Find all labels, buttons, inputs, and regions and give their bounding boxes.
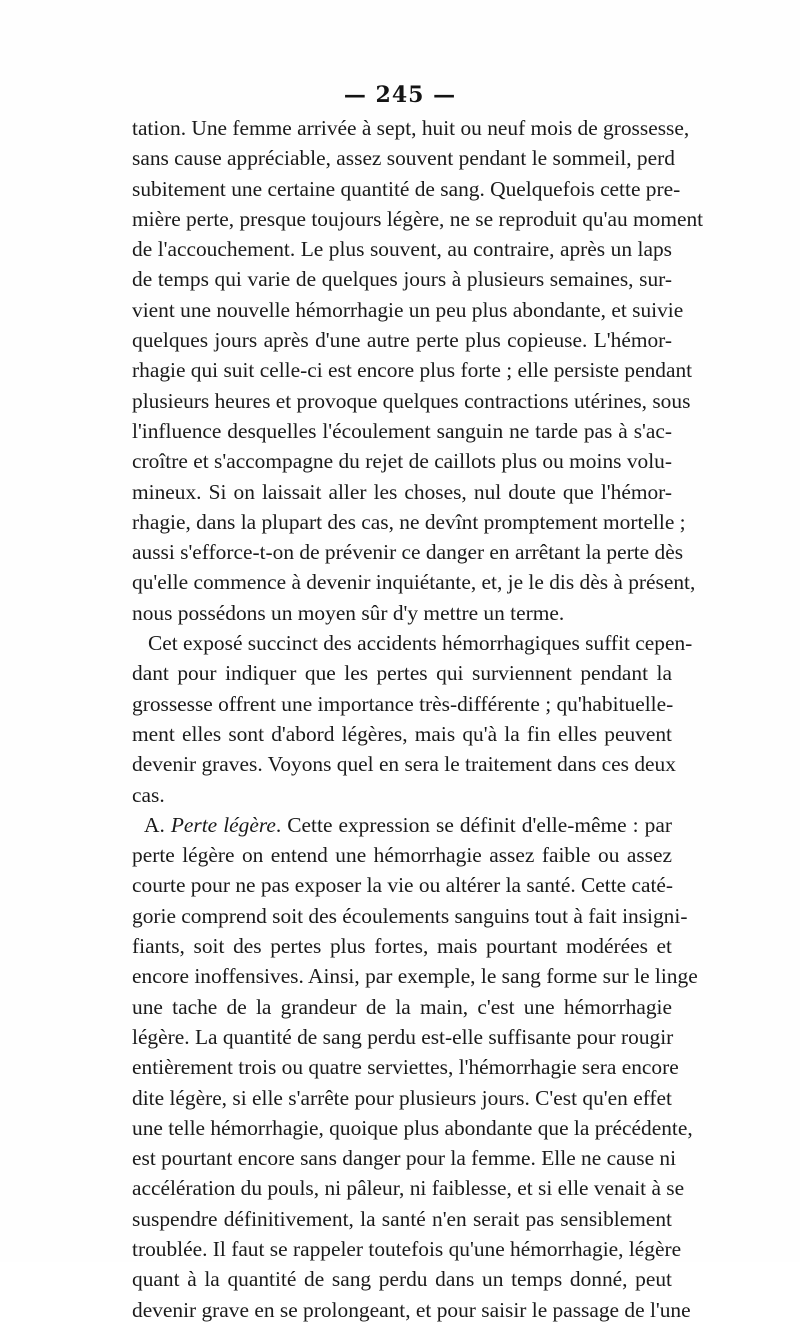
text-line: fiants, soit des pertes plus fortes, mais pourtant modérées et: [132, 934, 672, 959]
text-line: légère. La quantité de sang perdu est-elle suffisante pour rougir: [132, 1024, 674, 1049]
text-line: quant à la quantité de sang perdu dans un temps donné, peut: [132, 1267, 672, 1292]
text-line: l'influence desquelles l'écoulement sanguin ne tarde pas à s'ac-: [132, 418, 672, 443]
section-letter: A.: [144, 812, 171, 837]
text-line: perte légère on entend une hémorrhagie assez faible ou assez: [132, 843, 672, 868]
text-line: courte pour ne pas exposer la vie ou altérer la santé. Cette caté-: [132, 873, 674, 898]
text-line: nous possédons un moyen sûr d'y mettre un terme.: [132, 600, 565, 625]
text-line: devenir graves. Voyons quel en sera le traitement dans ces deux: [132, 752, 676, 777]
text-line: dite légère, si elle s'arrête pour plusieurs jours. C'est qu'en effet: [132, 1085, 672, 1110]
text-line: croître et s'accompagne du rejet de caillots plus ou moins volu-: [132, 449, 672, 474]
section-title: Perte légère: [170, 812, 276, 837]
text-line: de temps qui varie de quelques jours à plusieurs semaines, sur-: [132, 267, 672, 292]
text-line: vient une nouvelle hémorrhagie un peu plus abondante, et suivie: [132, 297, 684, 322]
text-line: rhagie, dans la plupart des cas, ne devînt promptement mortelle ;: [132, 509, 686, 534]
body-text: [132, 113, 704, 1325]
text-line: encore inoffensives. Ainsi, par exemple, le sang forme sur le linge: [132, 964, 698, 989]
text-line: dant pour indiquer que les pertes qui surviennent pendant la: [132, 661, 672, 686]
text-line: troublée. Il faut se rappeler toutefois qu'une hémorrhagie, légère: [132, 1236, 682, 1261]
text-line: entièrement trois ou quatre serviettes, l'hémorrhagie sera encore: [132, 1055, 679, 1080]
paragraph-start-line: Cet exposé succinct des accidents hémorrhagiques suffit cepen-: [148, 631, 693, 656]
section-text: . Cette expression se définit d'elle-même : par: [275, 812, 672, 837]
text-line: de l'accouchement. Le plus souvent, au contraire, après un laps: [132, 237, 672, 262]
text-line: ment elles sont d'abord légères, mais qu'à la fin elles peuvent: [132, 721, 672, 746]
text-line: mineux. Si on laissait aller les choses, nul doute que l'hémor-: [132, 479, 672, 504]
text-line: quelques jours après d'une autre perte plus copieuse. L'hémor-: [132, 328, 672, 353]
text-line: mière perte, presque toujours légère, ne se reproduit qu'au moment: [132, 206, 704, 231]
text-line: une telle hémorrhagie, quoique plus abondante que la précédente,: [132, 1115, 693, 1140]
text-line: est pourtant encore sans danger pour la femme. Elle ne cause ni: [132, 1146, 677, 1171]
text-line: subitement une certaine quantité de sang. Quelquefois cette pre-: [132, 176, 681, 201]
section-heading-line: [132, 810, 672, 840]
text-line: devenir grave en se prolongeant, et pour saisir le passage de l'une: [132, 1297, 691, 1322]
text-line: accélération du pouls, ni pâleur, ni faiblesse, et si elle venait à se: [132, 1176, 685, 1201]
text-line: aussi s'efforce-t-on de prévenir ce danger en arrêtant la perte dès: [132, 540, 684, 565]
text-line: gorie comprend soit des écoulements sanguins tout à fait insigni-: [132, 903, 688, 928]
text-line: rhagie qui suit celle-ci est encore plus forte ; elle persiste pendant: [132, 358, 693, 383]
text-line: cas.: [132, 782, 165, 807]
text-line: une tache de la grandeur de la main, c'est une hémorrhagie: [132, 994, 672, 1019]
text-line: plusieurs heures et provoque quelques contractions utérines, sous: [132, 388, 691, 413]
text-line: tation. Une femme arrivée à sept, huit ou neuf mois de grossesse,: [132, 116, 690, 140]
text-line: grossesse offrent une importance très-différente ; qu'habituelle-: [132, 691, 674, 716]
text-line: sans cause appréciable, assez souvent pendant le sommeil, perd: [132, 146, 675, 171]
text-line: suspendre définitivement, la santé n'en serait pas sensiblement: [132, 1206, 672, 1231]
text-line: qu'elle commence à devenir inquiétante, et, je le dis dès à présent,: [132, 570, 696, 595]
page-number: — 245 —: [343, 82, 457, 108]
